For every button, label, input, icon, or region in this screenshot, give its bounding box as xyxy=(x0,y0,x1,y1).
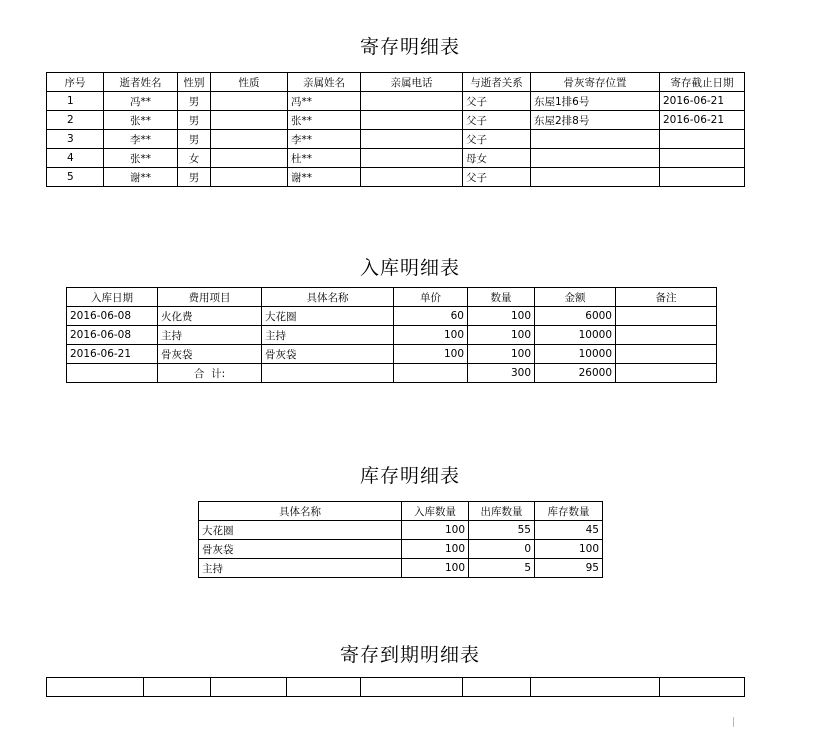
col-header: 逝者姓名 xyxy=(104,73,178,92)
cell: 李** xyxy=(104,130,178,149)
cell xyxy=(361,678,463,697)
cell: 2016-06-08 xyxy=(67,326,158,345)
cell xyxy=(47,678,144,697)
col-header: 骨灰寄存位置 xyxy=(531,73,660,92)
cell: 冯** xyxy=(288,92,361,111)
table-row xyxy=(67,345,717,364)
cell xyxy=(211,92,288,111)
cell: 55 xyxy=(469,521,535,540)
storage-detail-table xyxy=(46,72,745,187)
cell: 男 xyxy=(178,92,211,111)
cell: 大花圈 xyxy=(262,307,394,326)
cell: 主持 xyxy=(158,326,262,345)
cell xyxy=(361,130,463,149)
cell: 父子 xyxy=(463,168,531,187)
col-header: 数量 xyxy=(468,288,535,307)
cell xyxy=(211,149,288,168)
col-header: 寄存截止日期 xyxy=(660,73,745,92)
cell xyxy=(616,326,717,345)
cell: 6000 xyxy=(535,307,616,326)
cell: 骨灰袋 xyxy=(158,345,262,364)
cell: 100 xyxy=(402,559,469,578)
total-amount: 26000 xyxy=(535,364,616,383)
cell xyxy=(287,678,361,697)
col-header: 入库数量 xyxy=(402,502,469,521)
cell xyxy=(531,678,660,697)
table2-title: 入库明细表 xyxy=(359,257,460,279)
cell xyxy=(531,168,660,187)
cell: 女 xyxy=(178,149,211,168)
cell: 男 xyxy=(178,130,211,149)
table-header-row xyxy=(47,73,745,92)
cell xyxy=(262,364,394,383)
cell: 100 xyxy=(402,521,469,540)
cell: 父子 xyxy=(463,111,531,130)
cell xyxy=(660,168,745,187)
col-header: 入库日期 xyxy=(67,288,158,307)
col-header: 亲属姓名 xyxy=(288,73,361,92)
cell xyxy=(660,130,745,149)
table-row xyxy=(199,540,603,559)
table4-title: 寄存到期明细表 xyxy=(339,644,480,666)
table-row xyxy=(47,149,745,168)
cell: 主持 xyxy=(262,326,394,345)
cell: 杜** xyxy=(288,149,361,168)
cell: 60 xyxy=(394,307,468,326)
cell xyxy=(361,149,463,168)
col-header: 单价 xyxy=(394,288,468,307)
cell: 45 xyxy=(535,521,603,540)
cell xyxy=(361,111,463,130)
cell: 父子 xyxy=(463,92,531,111)
cell: 95 xyxy=(535,559,603,578)
cell: 东屋2排8号 xyxy=(531,111,660,130)
cell xyxy=(211,678,287,697)
cell: 4 xyxy=(47,149,104,168)
cell xyxy=(531,149,660,168)
col-header: 费用项目 xyxy=(158,288,262,307)
cell: 张** xyxy=(288,111,361,130)
cell: 100 xyxy=(468,307,535,326)
col-header: 具体名称 xyxy=(199,502,402,521)
col-header: 具体名称 xyxy=(262,288,394,307)
table-row xyxy=(199,521,603,540)
cell xyxy=(660,678,745,697)
cell xyxy=(67,364,158,383)
table3-title: 库存明细表 xyxy=(359,465,460,487)
cell: 5 xyxy=(469,559,535,578)
col-header: 与逝者关系 xyxy=(463,73,531,92)
cell: 骨灰袋 xyxy=(199,540,402,559)
cell: 谢** xyxy=(104,168,178,187)
total-qty: 300 xyxy=(468,364,535,383)
cell: 2016-06-21 xyxy=(67,345,158,364)
cell xyxy=(211,111,288,130)
cell xyxy=(361,92,463,111)
cell xyxy=(144,678,211,697)
total-label: 合 计: xyxy=(158,364,262,383)
col-header: 亲属电话 xyxy=(361,73,463,92)
cell: 东屋1排6号 xyxy=(531,92,660,111)
cell: 主持 xyxy=(199,559,402,578)
total-row xyxy=(67,364,717,383)
cell xyxy=(531,130,660,149)
cell: 1 xyxy=(47,92,104,111)
table-row xyxy=(47,130,745,149)
cell: 2016-06-21 xyxy=(660,92,745,111)
cell: 李** xyxy=(288,130,361,149)
cell xyxy=(616,345,717,364)
inbound-detail-table xyxy=(66,287,717,383)
cell: 火化费 xyxy=(158,307,262,326)
table-row xyxy=(47,678,745,697)
table-row xyxy=(47,111,745,130)
cell: 5 xyxy=(47,168,104,187)
cell: 骨灰袋 xyxy=(262,345,394,364)
cell: 100 xyxy=(402,540,469,559)
cell: 2016-06-21 xyxy=(660,111,745,130)
cell: 男 xyxy=(178,168,211,187)
cell xyxy=(463,678,531,697)
col-header: 性质 xyxy=(211,73,288,92)
cell xyxy=(211,130,288,149)
cell: 100 xyxy=(535,540,603,559)
table-row xyxy=(67,326,717,345)
table-row xyxy=(199,559,603,578)
cell: 2016-06-08 xyxy=(67,307,158,326)
table-header-row xyxy=(67,288,717,307)
cell xyxy=(394,364,468,383)
cell: 男 xyxy=(178,111,211,130)
expiry-detail-table xyxy=(46,677,745,697)
col-header: 库存数量 xyxy=(535,502,603,521)
cell xyxy=(616,364,717,383)
cell: 3 xyxy=(47,130,104,149)
cell: 母女 xyxy=(463,149,531,168)
cell: 10000 xyxy=(535,345,616,364)
cell: 2 xyxy=(47,111,104,130)
table-row xyxy=(47,92,745,111)
col-header: 出库数量 xyxy=(469,502,535,521)
cell: 大花圈 xyxy=(199,521,402,540)
col-header: 备注 xyxy=(616,288,717,307)
cell: 100 xyxy=(394,326,468,345)
cell: 10000 xyxy=(535,326,616,345)
page-edge-mark xyxy=(733,717,734,727)
cell xyxy=(361,168,463,187)
inventory-detail-table xyxy=(198,501,603,578)
cell xyxy=(211,168,288,187)
cell: 0 xyxy=(469,540,535,559)
cell: 100 xyxy=(468,326,535,345)
cell: 100 xyxy=(468,345,535,364)
table-row xyxy=(67,307,717,326)
cell: 100 xyxy=(394,345,468,364)
table-header-row xyxy=(199,502,603,521)
cell xyxy=(616,307,717,326)
cell: 谢** xyxy=(288,168,361,187)
cell xyxy=(660,149,745,168)
table-row xyxy=(47,168,745,187)
table1-title: 寄存明细表 xyxy=(359,36,460,58)
cell: 父子 xyxy=(463,130,531,149)
cell: 冯** xyxy=(104,92,178,111)
col-header: 性别 xyxy=(178,73,211,92)
cell: 张** xyxy=(104,149,178,168)
col-header: 序号 xyxy=(47,73,104,92)
col-header: 金额 xyxy=(535,288,616,307)
cell: 张** xyxy=(104,111,178,130)
